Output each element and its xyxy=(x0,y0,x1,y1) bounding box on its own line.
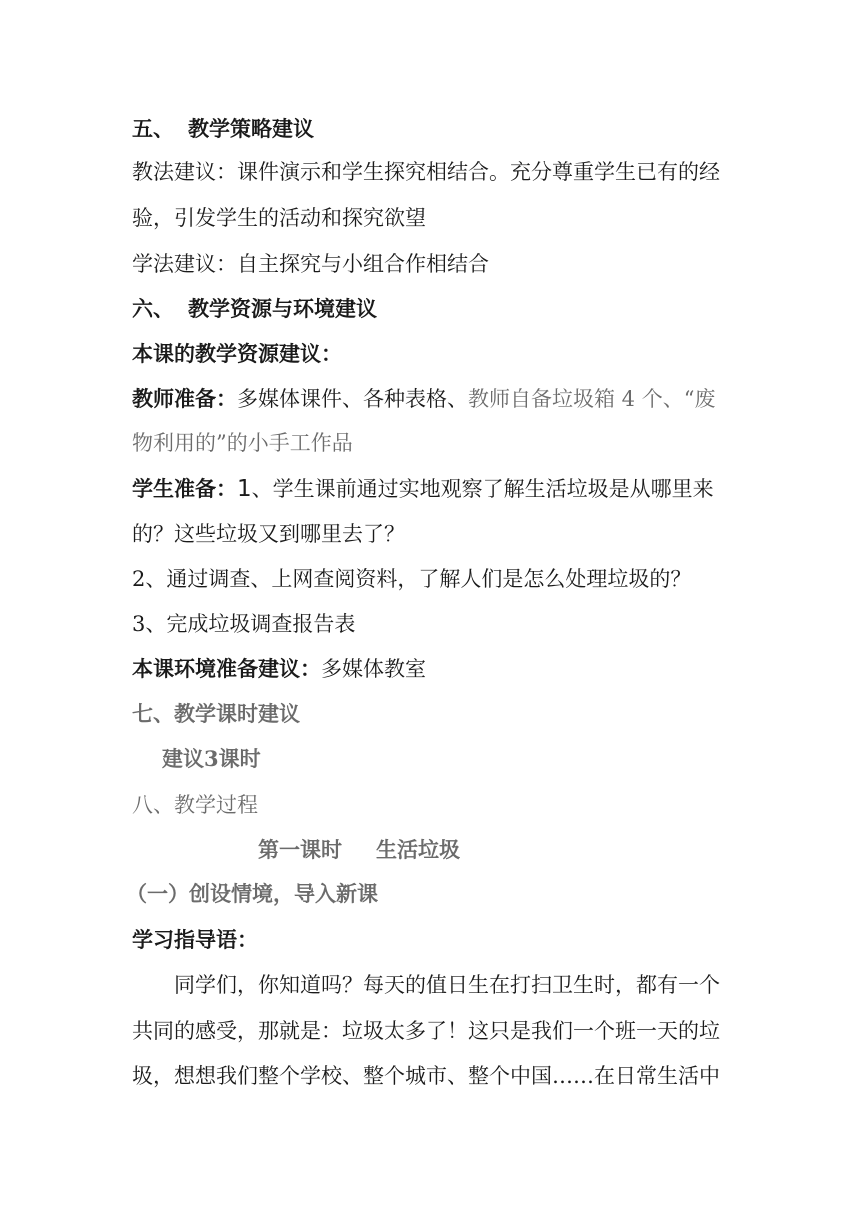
learning-method: 学法建议：自主探究与小组合作相结合 xyxy=(132,252,489,276)
section-6-heading xyxy=(132,295,377,323)
env-line xyxy=(132,655,426,683)
guide-paragraph-line1: 同学们，你知道吗？每天的值日生在打扫卫生时，都有一个 xyxy=(174,973,720,997)
guide-paragraph-line2: 共同的感受，那就是：垃圾太多了！这只是我们一个班一天的垃 xyxy=(132,1019,720,1043)
guide-paragraph-line3: 圾，想想我们整个学校、整个城市、整个中国……在日常生活中 xyxy=(132,1064,720,1088)
teacher-prep-label: 教师准备： xyxy=(132,386,237,411)
teacher-prep-text-a: 多媒体课件、各种表格、 xyxy=(237,387,468,411)
student-prep-item3: 3、完成垃圾调查报告表 xyxy=(132,612,356,636)
teaching-method-line1: 教法建议：课件演示和学生探究相结合。充分尊重学生已有的经 xyxy=(132,160,720,184)
guide-heading: 学习指导语： xyxy=(132,927,258,952)
section-5-title: 教学策略建议 xyxy=(188,116,314,141)
section-8-heading: 八、教学过程 xyxy=(132,793,258,817)
student-prep-line2: 的？这些垃圾又到哪里去了？ xyxy=(132,522,405,546)
lesson-title: 第一课时 xyxy=(258,837,342,862)
section-6-title: 教学资源与环境建议 xyxy=(188,296,377,321)
section-5-number: 五、 xyxy=(132,116,174,141)
section-5-heading xyxy=(132,115,314,143)
teaching-method-line2: 验，引发学生的活动和探究欲望 xyxy=(132,206,426,230)
student-prep-label: 学生准备： xyxy=(132,476,237,501)
lesson-title-line xyxy=(258,836,460,864)
student-prep-item2: 2、通过调查、上网查阅资料，了解人们是怎么处理垃圾的？ xyxy=(132,567,692,591)
env-label: 本课环境准备建议： xyxy=(132,656,321,681)
env-text: 多媒体教室 xyxy=(321,657,426,681)
teacher-prep-text-b: 教师自备垃圾箱 4 个、“废 xyxy=(468,387,716,411)
student-prep-text: 、学生课前通过实地观察了解生活垃圾是从哪里来 xyxy=(251,477,714,501)
section-7-heading: 七、教学课时建议 xyxy=(132,701,300,726)
lesson-count-suggestion: 建议3课时 xyxy=(162,746,261,771)
section-6-number: 六、 xyxy=(132,296,174,321)
student-prep-number: 1 xyxy=(237,476,252,502)
teacher-prep-line1 xyxy=(132,385,715,413)
part-1-heading: （一）创设情境，导入新课 xyxy=(126,881,378,906)
student-prep-line1 xyxy=(132,475,714,503)
resources-heading: 本课的教学资源建议： xyxy=(132,341,342,366)
teacher-prep-line2: 物利用的”的小手工作品 xyxy=(132,431,353,455)
lesson-subtitle: 生活垃圾 xyxy=(376,837,460,862)
